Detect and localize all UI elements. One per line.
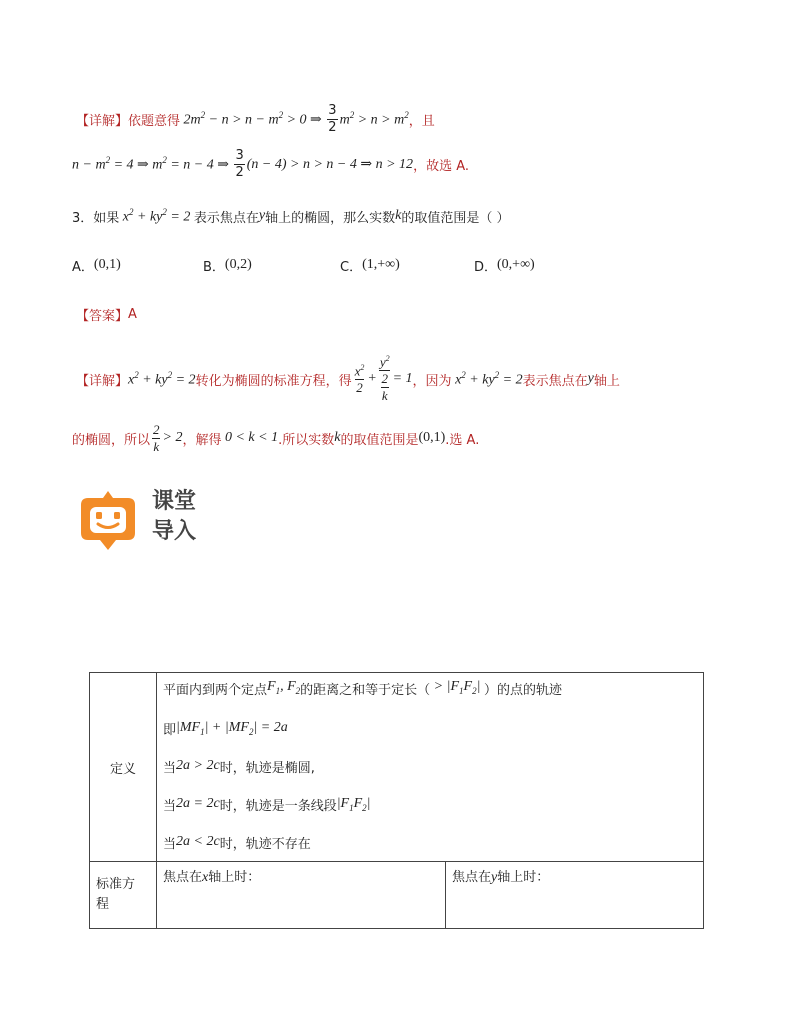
fraction: $\frac{2}{k}$: [153, 421, 160, 454]
detail-text: ，解得: [182, 432, 222, 448]
definition-text: 的距离之和等于定长（: [300, 683, 431, 698]
fraction: $\frac{x^2}{2}$: [354, 362, 365, 395]
formula: (0,1): [418, 430, 446, 445]
ellipse-definition-table: [89, 672, 704, 929]
definition-line-3: [157, 747, 703, 785]
focus-y-cell: [446, 862, 704, 929]
detail-tag: 【详解】: [76, 113, 129, 129]
option-value: (0,+∞): [497, 257, 535, 272]
formula: $2m^2 - n > n - m^2 > 0$ ⇒: [180, 109, 326, 128]
focus-x-text: 焦点在: [163, 870, 203, 885]
focus-x-cell: [157, 862, 446, 929]
axis-symbol: y: [491, 870, 498, 885]
formula: $x^2 + ky^2 = 2$: [451, 369, 523, 388]
detail-text: 轴上: [593, 373, 620, 389]
formula: 2a < 2c: [176, 834, 220, 849]
option-label: D．: [474, 259, 498, 275]
detail-text: .所以实数: [278, 432, 335, 448]
definition-text: 当: [163, 836, 177, 852]
option-c[interactable]: [340, 253, 400, 277]
formula: $x^2 + ky^2 = 2$: [128, 369, 196, 388]
detail-tag: 【详解】: [76, 373, 129, 389]
option-label: A．: [72, 259, 94, 275]
axis-symbol: x: [202, 870, 209, 885]
detail-text: 的取值范围是: [340, 432, 419, 448]
definition-text: 时，轨迹是椭圆,: [219, 760, 315, 776]
definition-label: 定义: [90, 673, 157, 862]
question-number: 3．: [72, 210, 94, 226]
definition-text: 即: [163, 722, 177, 738]
option-value: (0,1): [93, 257, 121, 272]
focus-y-text: 焦点在: [452, 870, 492, 885]
formula: 2a > 2c: [176, 758, 220, 773]
definition-text: 当: [163, 798, 177, 814]
option-label: B．: [203, 259, 225, 275]
definition-text: 时，轨迹不存在: [219, 836, 311, 852]
section-title-line-2: 导入: [152, 519, 197, 544]
detail-2-line-1: [76, 344, 620, 414]
question-3: [72, 204, 509, 228]
detail-2-line-2: [72, 418, 479, 458]
formula: 2a = 2c: [176, 796, 220, 811]
formula: $F_1$, $F_2$: [267, 679, 301, 696]
standard-equation-row: [90, 862, 704, 929]
formula: $n - m^2 = 4$ ⇒ $m^2 = n - 4$ ⇒: [72, 154, 233, 173]
formula: $m^2 > n > m^2$: [339, 109, 409, 128]
answer-tag: 【答案】: [76, 308, 129, 324]
definition-text: 时，轨迹是一条线段: [219, 798, 337, 814]
detail-text: ，因为: [412, 373, 452, 389]
formula: $|MF_1| + |MF_2| = 2a$: [176, 719, 288, 737]
option-b[interactable]: [203, 253, 252, 277]
axis-symbol: y: [258, 208, 266, 223]
answer-value: A: [128, 306, 137, 322]
section-title-line-1: 课堂: [152, 489, 197, 514]
question-text: 如果: [93, 210, 120, 226]
formula: +: [367, 371, 377, 386]
definition-line-5: [157, 823, 703, 861]
question-text: 的取值范围是（ ）: [401, 210, 510, 226]
option-value: (0,2): [224, 257, 252, 272]
section-title: [152, 487, 196, 547]
fraction: $\frac{3}{2}$: [328, 102, 337, 135]
option-a[interactable]: [72, 253, 121, 277]
question-text: 表示焦点在: [193, 210, 259, 226]
formula: (n − 4) > n > n − 4 ⇒ n > 12: [246, 156, 414, 172]
chat-bubble-smile-icon: [76, 487, 140, 557]
definition-content: [157, 673, 704, 862]
formula: > $|F_1F_2|$: [430, 679, 484, 696]
answer-line: [76, 302, 137, 326]
formula: $|F_1F_2|$: [336, 795, 371, 813]
formula: $x^2 + ky^2 = 2$: [119, 206, 194, 225]
question-text: 轴上的椭圆，那么实数: [265, 210, 396, 226]
definition-line-1: [157, 673, 703, 709]
formula: = 1: [392, 371, 413, 386]
definition-row: [90, 673, 704, 862]
fraction: $\frac{y^2}{\frac{2}{k}}$: [379, 354, 390, 403]
option-d[interactable]: [474, 253, 535, 277]
definition-text: ）的点的轨迹: [483, 683, 562, 698]
fraction: $\frac{3}{2}$: [235, 147, 244, 180]
option-label: C．: [340, 259, 363, 275]
focus-y-text: 轴上时：: [497, 870, 550, 885]
detail-1-line-1: [76, 104, 435, 134]
detail-text: 的椭圆，所以: [72, 432, 151, 448]
definition-text: 平面内到两个定点: [163, 683, 268, 698]
formula: > 2: [162, 430, 183, 445]
detail-tail: ，故选 A.: [413, 158, 469, 174]
definition-line-4: [157, 785, 703, 823]
definition-text: 当: [163, 760, 177, 776]
definition-line-2: [157, 709, 703, 747]
variable: k: [334, 430, 341, 445]
formula: 0 < k < 1: [221, 430, 279, 445]
detail-text: 转化为椭圆的标准方程，得: [195, 373, 352, 389]
detail-lead: 依题意得: [128, 113, 181, 129]
standard-equation-label: 标准方程: [90, 862, 157, 929]
detail-text: 表示焦点在: [522, 373, 588, 389]
variable: k: [395, 208, 402, 223]
option-value: (1,+∞): [362, 257, 400, 272]
detail-text: .选 A.: [445, 432, 480, 448]
axis-symbol: y: [587, 371, 594, 386]
detail-tail: ，且: [408, 113, 435, 129]
detail-1-line-2: [72, 148, 469, 180]
focus-x-text: 轴上时：: [208, 870, 261, 885]
